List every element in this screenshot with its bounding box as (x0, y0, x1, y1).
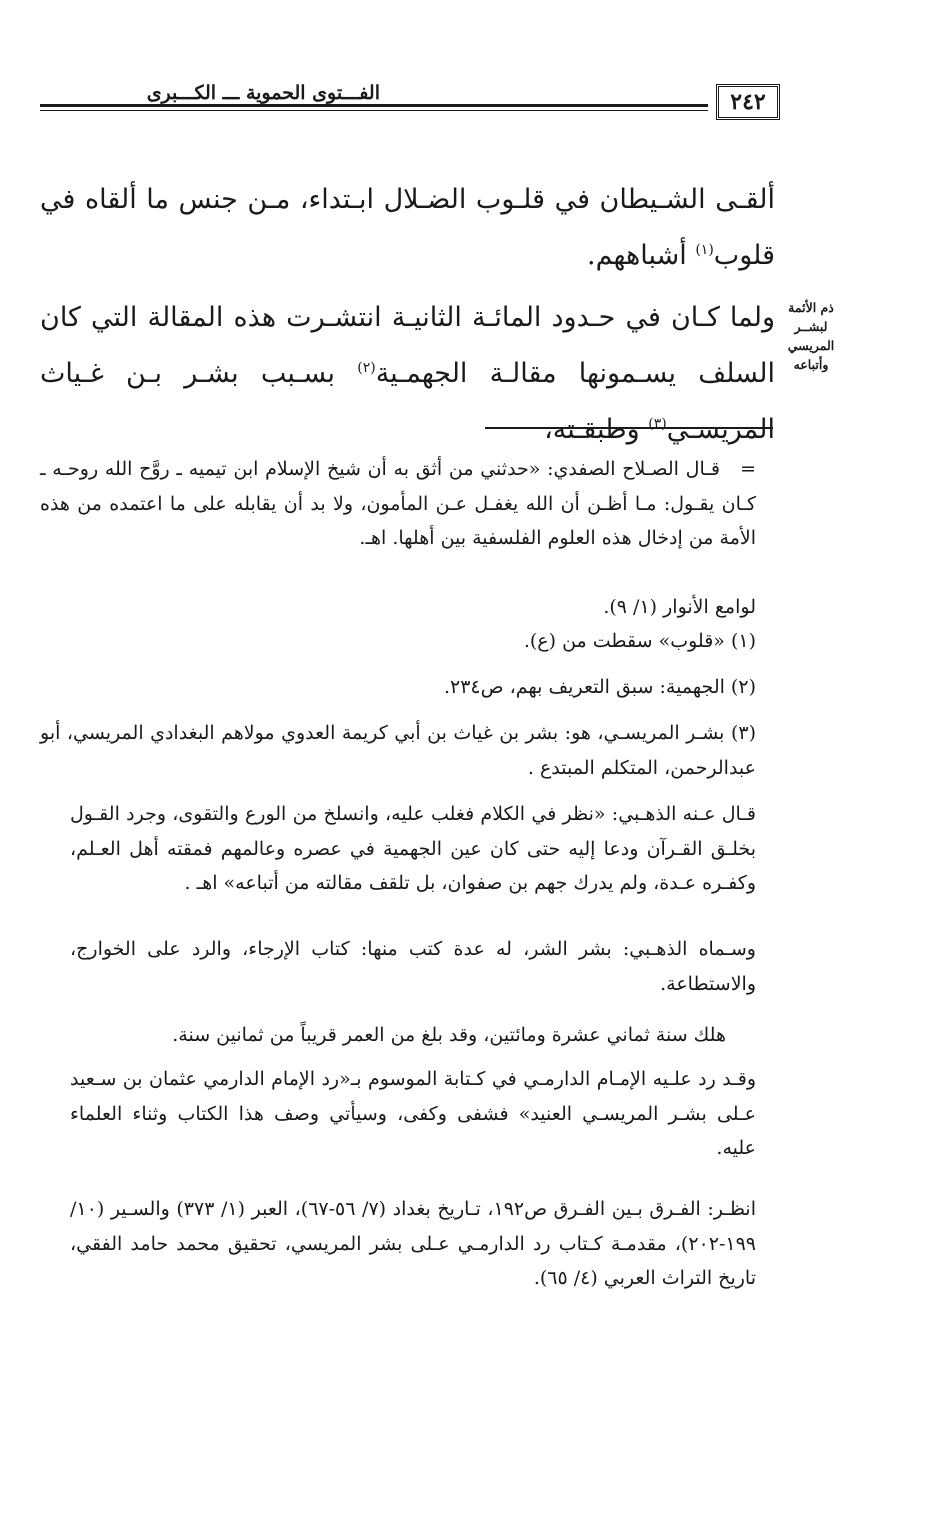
page-header (40, 80, 780, 126)
para2-text-b: بسـبب بشـر بـن غـياث المريسـي (40, 358, 775, 445)
running-title: الفـــتوى الحموية ـــ الكـــبرى (146, 82, 380, 104)
header-rule-thin (40, 110, 708, 111)
footnote-3-dhahabi-naming: وسـماه الذهـبي: بشر الشر، له عدة كتب منها: كتاب الإرجاء، والرد على الخوارج، والاستطاعة. (70, 938, 756, 995)
para2-text-a: ولما كـان في حـدود المائـة الثانيـة انتشـرت هذه المقالة التي كان السلف يسـمونها مقالـة الجهمـية (40, 302, 775, 389)
footnote-3-death: هلك سنة ثماني عشرة ومائتين، وقد بلغ من العمر قريباً من ثمانين سنة. (172, 1024, 726, 1046)
footnote-ref-2: (٢) (357, 360, 376, 376)
footnote-2: (٢) الجهمية: سبق التعريف بهم، ص٢٣٤. (443, 676, 756, 698)
footnote-3-references: انظـر: الفـرق بـين الفـرق ص١٩٢، تـاريخ بغداد (٧/ ٥٦-٦٧)، العبر (١/ ٣٧٣) والسـير (١٠/ ١٩٩-٢٠٢)، مقدمـة كـتاب رد الدارمـي عـلى بشر المريسي، تحقيق محمد حامد الفقي، تاريخ التراث العربي (٤/ ٦٥). (70, 1198, 756, 1289)
page-number: ٢٤٢ (716, 84, 780, 120)
para2-text-c: وطبقـته، (544, 414, 649, 445)
footnote-1: (١) «قلوب» سقطت من (ع). (523, 630, 756, 652)
body-paragraph-2 (40, 290, 775, 458)
footnote-3-darimi: وقـد رد علـيه الإمـام الدارمـي في كـتابة الموسوم بـ«رد الإمام الدارمي عثمان بن سـعيد عـلى بشـر المريسـي العنيد» فشفى وكفى، وسيأتي وصف هذا الكتاب وثناء العلماء عليه. (70, 1068, 756, 1159)
footnote-3: (٣) بشـر المريسـي، هو: بشر بن غياث بن أبي كريمة العدوي مولاهم البغدادي المريسي، أبو عبدالرحمن، المتكلم المبتدع . (40, 722, 756, 779)
footnote-separator (485, 427, 773, 429)
continuation-marker: = (740, 458, 756, 480)
footnote-ref-1: (١) (695, 242, 714, 258)
footnote-3-dhahabi-quote: قـال عـنه الذهـبي: «نظر في الكلام فغلب عليه، وانسلخ من الورع والتقوى، وجرد القـول بخلـق القـرآن ودعا إليه حتى كان عين الجهمية في عصره وعالمهم فمقته أهل العـلم، وكفـره عـدة، ولم يدرك جهم بن صفوان، بل تلقف مقالته من أتباعه» اهـ . (70, 803, 756, 894)
margin-note: ذم الأئمة لبشــر المريسي وأتباعه (787, 300, 835, 372)
para1-end: أشباههم. (586, 240, 696, 271)
footnote-ref-3: (٣) (648, 416, 667, 432)
footnote-line: قـال الصـلاح الصفدي: «حدثني من أثق به أن شيخ الإسلام ابن تيميه ـ روَّح الله روحـه ـ كـان يقـول: مـا أظـن أن الله يغفـل عـن المأمون، ولا بد أن يقابله على ما اعتمده من هذه الأمة من إدخال هذه العلوم الفلسفية بين أهلها. اهـ. (40, 458, 756, 549)
header-rule-thick (40, 104, 708, 107)
footnote-continuation (40, 452, 756, 556)
body-paragraph-1 (40, 172, 775, 284)
para1-text: ألقـى الشـيطان في قلـوب الضـلال ابـتداء، مـن جنس ما ألقاه في قلوب (40, 184, 775, 271)
footnote-source: لوامع الأنوار (١/ ٩). (603, 596, 756, 618)
